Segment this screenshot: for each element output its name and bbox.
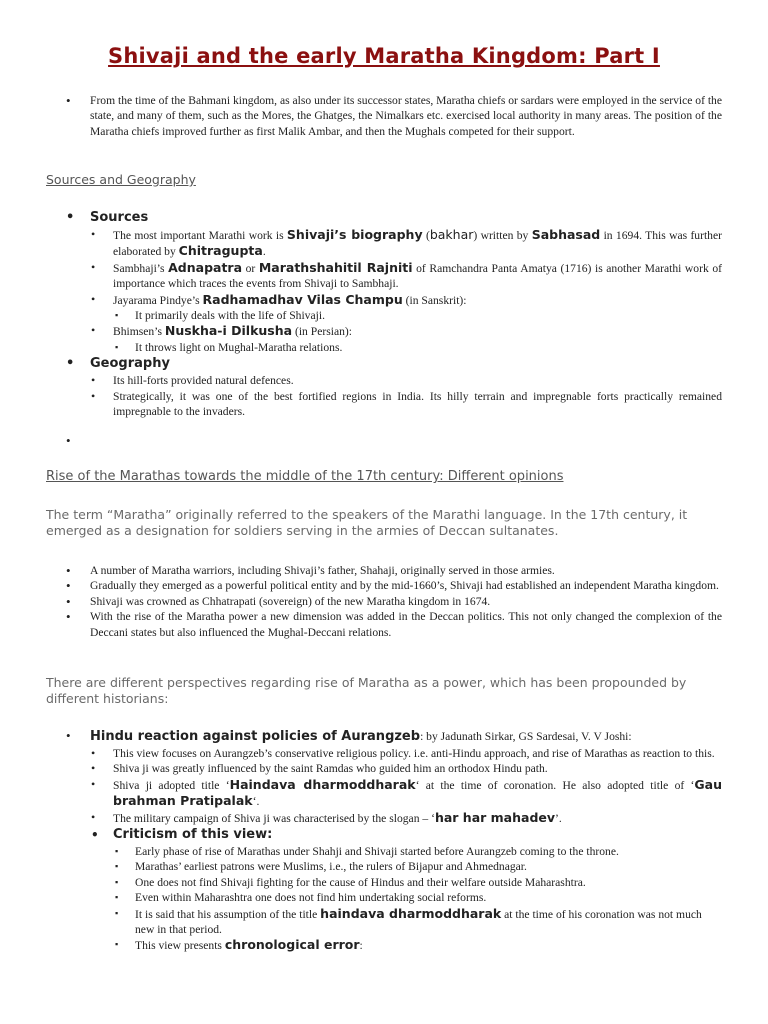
list-item: • Shiva ji adopted title ‘Haindava dharmoddharak‘ at the time of coronation. He also adopted title of ‘Gau brahman Pratipalak‘. xyxy=(0,777,768,810)
sources-label: • Sources xyxy=(0,209,768,227)
list-item: • With the rise of the Maratha power a new dimension was added in the Deccan politics. This not only changed the complexion of the Deccani states but also influenced the Mughal-Deccani relations. xyxy=(0,609,768,640)
source-subitem-dilkusha: ▪ It throws light on Mughal-Maratha relations. xyxy=(0,340,768,355)
empty-list xyxy=(0,433,768,448)
rise-marathas-heading: Rise of the Marathas towards the middle of the 17th century: Different opinions xyxy=(46,469,564,484)
geography-item-strategic: • Strategically, it was one of the best fortified regions in India. Its hilly terrain and impregnable forts practically remained impregnable to the invaders. xyxy=(0,389,768,420)
list-item: • Shiva ji was greatly influenced by the saint Ramdas who guided him an orthodox Hindu path. xyxy=(0,761,768,776)
list-item: ▪ Marathas’ earliest patrons were Muslims, i.e., the rulers of Bijapur and Ahmednagar. xyxy=(0,859,768,874)
source-item-biography: • The most important Marathi work is Shivaji’s biography (bakhar) written by Sabhasad in 1694. This was further elaborated by Chitragupta. xyxy=(0,227,768,260)
geography-item-forts: • Its hill-forts provided natural defences. xyxy=(0,373,768,388)
list-item: ▪ It is said that his assumption of the title haindava dharmoddharak at the time of his coronation was not much new in that period. xyxy=(0,906,768,938)
page-title: Shivaji and the early Maratha Kingdom: Part I xyxy=(108,44,660,68)
list-item: • A number of Maratha warriors, including Shivaji’s father, Shahaji, originally served in those armies. xyxy=(0,563,768,578)
list-item: • Gradually they emerged as a powerful political entity and by the mid-1660’s, Shivaji had established an independent Maratha kingdom. xyxy=(0,578,768,593)
list-item: • Shivaji was crowned as Chhatrapati (sovereign) of the new Maratha kingdom in 1674. xyxy=(0,594,768,609)
hindu-reaction-item: • Hindu reaction against policies of Aurangzeb: by Jadunath Sirkar, GS Sardesai, V. V Joshi: xyxy=(0,728,768,746)
list-item: ▪ Even within Maharashtra one does not find him undertaking social reforms. xyxy=(0,890,768,905)
list-item: ▪ This view presents chronological error: xyxy=(0,937,768,953)
hindu-reaction-list xyxy=(0,728,768,954)
perspectives-paragraph: There are different perspectives regarding rise of Maratha as a power, which has been propounded by different historians: xyxy=(46,675,687,706)
source-item-dilkusha: • Bhimsen’s Nuskha-i Dilkusha (in Persian): xyxy=(0,323,768,339)
maratha-term-paragraph: The term “Maratha” originally referred to the speakers of the Marathi language. In the 17th century, it emerged as a designation for soldiers serving in the armies of Deccan sultanates. xyxy=(46,507,688,538)
list-item: ▪ Early phase of rise of Marathas under Shahji and Shivaji started before Aurangzeb coming to the throne. xyxy=(0,844,768,859)
source-subitem-champu: ▪ It primarily deals with the life of Shivaji. xyxy=(0,308,768,323)
sources-geography-heading: Sources and Geography xyxy=(46,172,196,187)
source-item-adnapatra: • Sambhaji’s Adnapatra or Marathshahitil Rajniti of Ramchandra Panta Amatya (1716) is another Marathi work of importance which traces the events from Shivaji to Sambhaji. xyxy=(0,260,768,292)
list-item: • This view focuses on Aurangzeb’s conservative religious policy. i.e. anti-Hindu approach, and rise of Marathas as reaction to this. xyxy=(0,746,768,761)
geography-label: • Geography xyxy=(0,355,768,373)
list-item: ▪ One does not find Shivaji fighting for the cause of Hindus and their welfare outside Maharashtra. xyxy=(0,875,768,890)
sources-geography-list xyxy=(0,209,768,419)
source-item-champu: • Jayarama Pindye’s Radhamadhav Vilas Champu (in Sanskrit): xyxy=(0,292,768,308)
maratha-rise-list xyxy=(0,563,768,640)
intro-list xyxy=(0,93,768,139)
empty-bullet xyxy=(0,433,768,448)
criticism-label: • Criticism of this view: xyxy=(0,826,768,844)
list-item: • The military campaign of Shiva ji was characterised by the slogan – ‘har har mahadev’. xyxy=(0,810,768,826)
intro-paragraph: • From the time of the Bahmani kingdom, as also under its successor states, Maratha chiefs or sardars were employed in the service of the state, and many of them, such as the Mores, the Ghatges, the Nimalkars etc. exercised local authority in many areas. The position of the Maratha chiefs improved further as first Malik Ambar, and then the Mughals competed for their support. xyxy=(0,93,768,139)
